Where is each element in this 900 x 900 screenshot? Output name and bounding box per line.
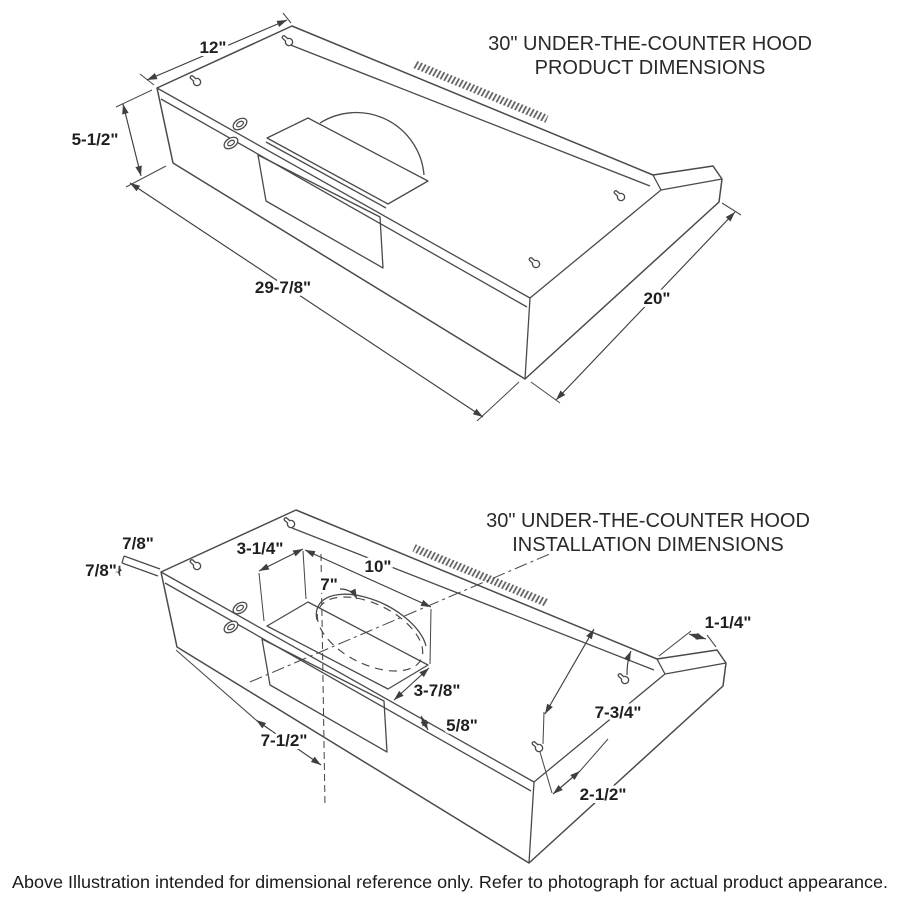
product-view-title-line1: 30" UNDER-THE-COUNTER HOOD	[488, 33, 812, 55]
install-view-title-line1: 30" UNDER-THE-COUNTER HOOD	[486, 510, 810, 532]
dim-label-top-depth: 12"	[199, 38, 227, 57]
dim-label-rod-height: 7/8"	[85, 561, 117, 580]
dim-label-keyhole-to-front: 2-1/2"	[579, 785, 627, 804]
dim-label-bevel: 1-1/4"	[704, 613, 752, 632]
installation-dimensions-drawing	[85, 510, 810, 863]
dim-line-height	[123, 104, 141, 176]
dim-label-height: 5-1/2"	[71, 130, 119, 149]
footer-note: Above Illustration intended for dimensional reference only. Refer to photograph for actual product appearance.	[12, 872, 888, 892]
damper-rod	[122, 556, 160, 576]
dim-label-rod-length: 7/8"	[122, 534, 154, 553]
dim-label-cutout-width: 10"	[364, 557, 392, 576]
dim-label-cutout-to-front: 3-7/8"	[413, 681, 461, 700]
extension-lines	[477, 382, 519, 421]
dim-label-center-from-left: 7-1/2"	[260, 731, 308, 750]
dim-label-cutout-depth: 3-1/4"	[236, 539, 284, 558]
dim-label-duct-diameter: 7"	[320, 575, 338, 594]
dim-label-keyhole-to-back: 7-3/4"	[594, 703, 642, 722]
product-dimensions-drawing	[72, 13, 812, 421]
dim-label-lip: 5/8"	[446, 716, 478, 735]
dim-line-bevel	[689, 634, 706, 639]
product-view-title-line2: PRODUCT DIMENSIONS	[534, 57, 766, 79]
dim-label-total-depth: 20"	[643, 289, 671, 308]
install-view-title-line2: INSTALLATION DIMENSIONS	[512, 534, 784, 556]
dim-label-width: 29-7/8"	[254, 278, 312, 297]
